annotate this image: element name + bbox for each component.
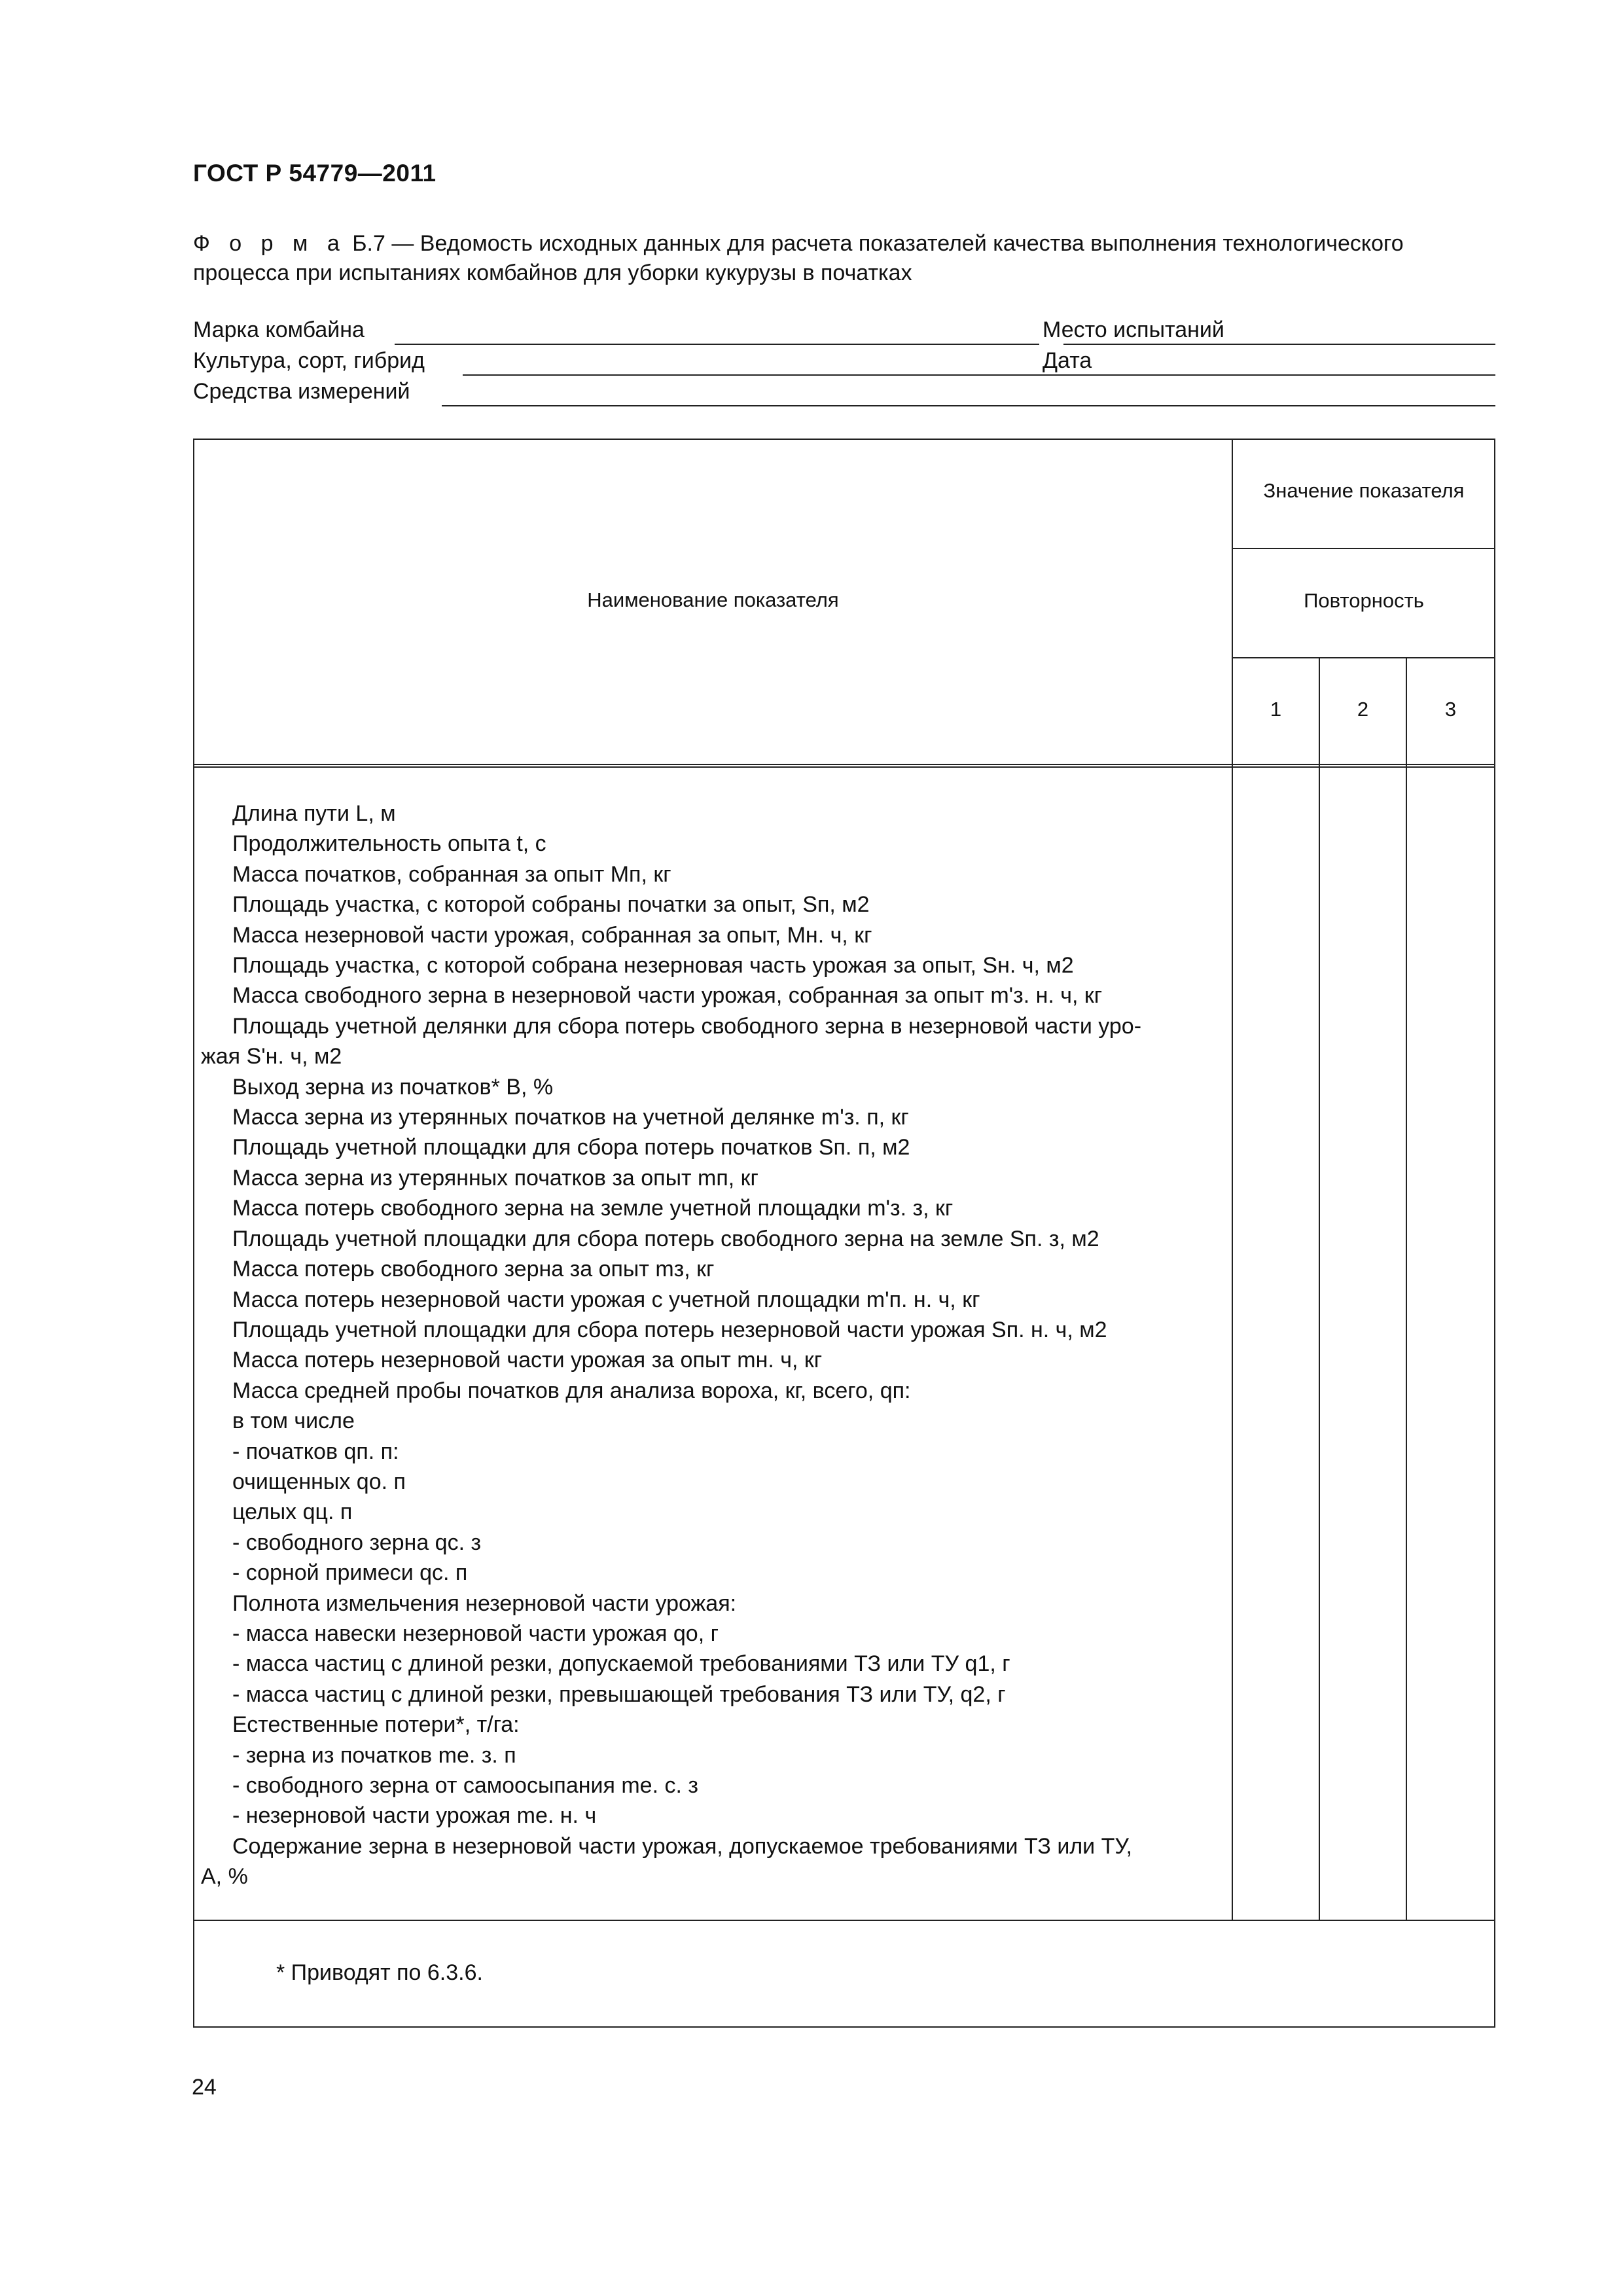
indicator-item: Масса потерь незерновой части урожая за опыт mн. ч, кг — [232, 1348, 823, 1373]
col-divider-3 — [1406, 657, 1407, 1920]
indicator-item: - масса частиц с длиной резки, превышающей требования ТЗ или ТУ, q2, г — [232, 1681, 1006, 1707]
indicator-item: Масса потерь свободного зерна за опыт mз, кг — [232, 1257, 715, 1282]
indicator-item: Масса потерь незерновой части урожая с учетной площадки m'п. н. ч, кг — [232, 1287, 980, 1312]
indicator-item: Содержание зерна в незерновой части урожая, допускаемое требованиями ТЗ или ТУ, — [232, 1833, 1132, 1859]
date-line[interactable] — [916, 374, 1495, 376]
indicator-item: Масса незерновой части урожая, собранная за опыт, Mн. ч, кг — [232, 922, 872, 948]
field-row-crop-date — [193, 348, 1495, 380]
col-divider-2 — [1319, 657, 1320, 1920]
crop-label: Культура, сорт, гибрид — [193, 348, 425, 373]
header-repeat-3: 3 — [1444, 698, 1457, 721]
indicator-item: жая S'н. ч, м2 — [201, 1044, 342, 1069]
field-row-instruments — [193, 379, 1495, 410]
indicator-item: Площадь учетной делянки для сбора потерь свободного зерна в незерновой части уро- — [232, 1013, 1142, 1039]
combine-brand-label: Марка комбайна — [193, 317, 365, 342]
indicator-item: Площадь учетной площадки для сбора потерь початков Sп. п, м2 — [232, 1135, 910, 1160]
page-number: 24 — [192, 2075, 217, 2100]
indicator-item: - незерновой части урожая mе. н. ч — [232, 1803, 597, 1829]
col-divider-main — [1232, 440, 1233, 1920]
form-prefix: Ф о р м а — [193, 231, 346, 256]
combine-brand-line[interactable] — [395, 344, 1039, 345]
date-label: Дата — [1043, 348, 1092, 373]
header-indicator-name: Наименование показателя — [587, 588, 839, 611]
header-indicator-value: Значение показателя — [1263, 479, 1465, 502]
row-divider-repeat — [1232, 657, 1495, 658]
indicator-list — [201, 798, 1232, 1892]
indicator-item: - свободного зерна qс. з — [232, 1530, 482, 1555]
indicator-item: Полнота измельчения незерновой части урожая: — [232, 1590, 737, 1616]
indicator-item: Масса потерь свободного зерна на земле учетной площадки m'з. з, кг — [232, 1196, 954, 1221]
indicator-item: Продолжительность опыта t, с — [232, 831, 546, 857]
indicator-item: Масса зерна из утерянных початков за опыт mп, кг — [232, 1165, 758, 1191]
field-row-brand-place — [193, 317, 1495, 349]
indicator-item: Масса зерна из утерянных початков на учетной делянке m'з. п, кг — [232, 1105, 909, 1130]
indicator-item: Выход зерна из початков* B, % — [232, 1074, 554, 1100]
indicator-item: Масса початков, собранная за опыт Mп, кг — [232, 861, 671, 887]
header-repeat-2: 2 — [1357, 698, 1369, 721]
instruments-line[interactable] — [442, 405, 1495, 406]
test-place-line[interactable] — [1063, 344, 1495, 345]
indicator-item: Площадь учетной площадки для сбора потерь свободного зерна на земле Sп. з, м2 — [232, 1226, 1099, 1251]
indicator-item: - сорной примеси qс. п — [232, 1560, 468, 1586]
indicator-item: - масса частиц с длиной резки, допускаемой требованиями ТЗ или ТУ q1, г — [232, 1651, 1010, 1677]
header-bottom-line-1 — [194, 764, 1494, 765]
indicator-item: Масса свободного зерна в незерновой части урожая, собранная за опыт m'з. н. ч, кг — [232, 983, 1103, 1009]
indicator-item: Длина пути L, м — [232, 801, 396, 826]
instruments-label: Средства измерений — [193, 379, 410, 404]
indicator-item: - свободного зерна от самоосыпания mе. с. з — [232, 1773, 698, 1798]
indicator-item: - зерна из початков mе. з. п — [232, 1742, 516, 1768]
header-repeat: Повторность — [1304, 589, 1424, 612]
document-number: ГОСТ Р 54779—2011 — [193, 160, 437, 187]
indicator-item: A, % — [201, 1864, 248, 1890]
indicator-item: Площадь учетной площадки для сбора потерь незерновой части урожая Sп. н. ч, м2 — [232, 1317, 1107, 1342]
indicator-item: очищенных qо. п — [232, 1469, 406, 1494]
form-title-text: Б.7 — Ведомость исходных данных для расчета показателей качества выполнения технологического процесса при испытаниях комбайнов для уборки кукурузы в початках — [193, 231, 1404, 285]
indicator-item: Площадь участка, с которой собрана незерновая часть урожая за опыт, Sн. ч, м2 — [232, 953, 1074, 978]
indicator-item: Масса средней пробы початков для анализа вороха, кг, всего, qп: — [232, 1378, 911, 1403]
indicator-item: - початков qп. п: — [232, 1439, 399, 1464]
body-bottom-line — [194, 1920, 1494, 1921]
header-bottom-line-2 — [194, 766, 1494, 768]
table-footnote: * Приводят по 6.3.6. — [276, 1960, 483, 1985]
header-repeat-1: 1 — [1270, 698, 1282, 721]
row-divider-value — [1232, 548, 1495, 549]
indicator-table — [193, 439, 1495, 2028]
indicator-item: Естественные потери*, т/га: — [232, 1712, 520, 1738]
indicator-item: в том числе — [232, 1408, 355, 1434]
indicator-item: - масса навески незерновой части урожая qо, г — [232, 1621, 719, 1646]
indicator-item: целых qц. п — [232, 1499, 353, 1525]
form-title — [193, 229, 1495, 288]
indicator-item: Площадь участка, с которой собраны початки за опыт, Sп, м2 — [232, 892, 870, 918]
test-place-label: Место испытаний — [1043, 317, 1224, 342]
